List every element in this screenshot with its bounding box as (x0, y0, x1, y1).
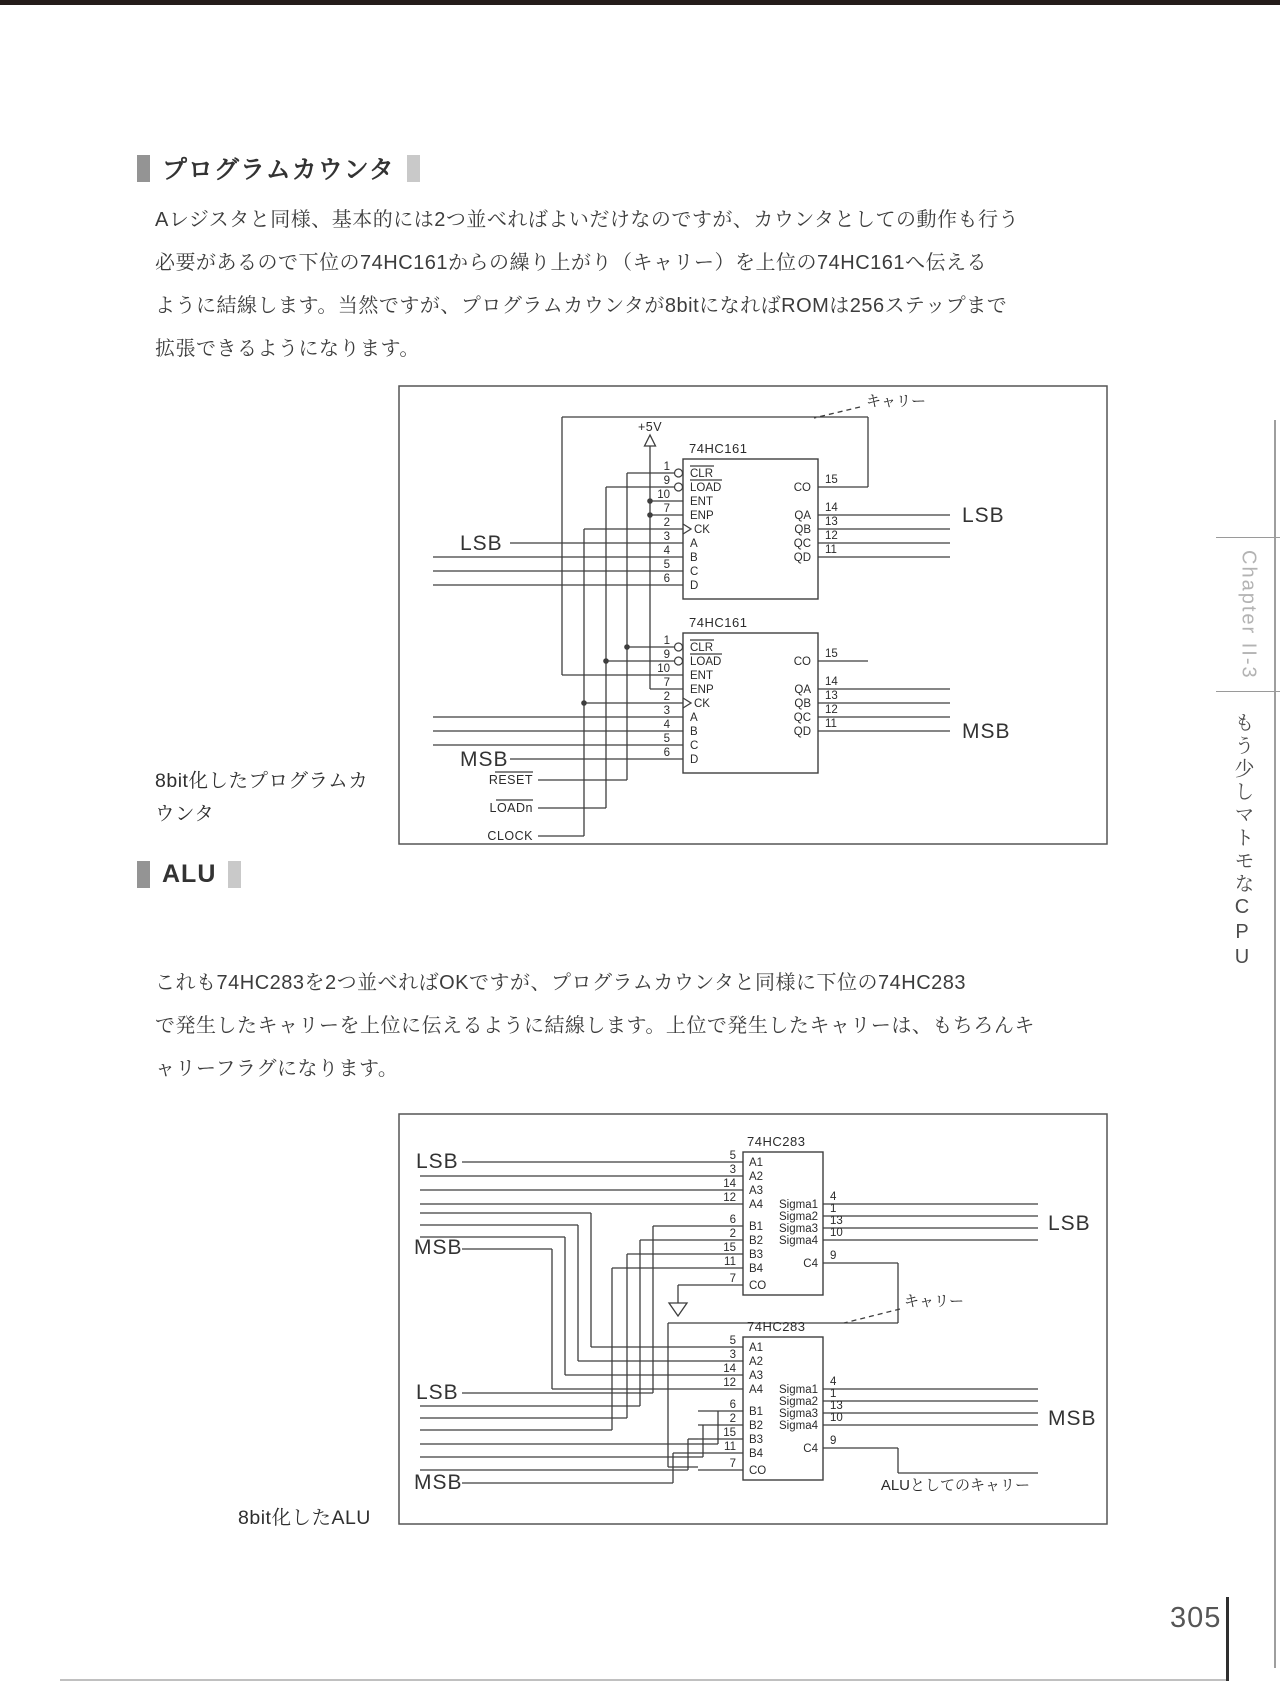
pin-number: 6 (729, 1214, 736, 1226)
pin-label: B1 (749, 1221, 764, 1233)
pin-label: CK (694, 524, 710, 536)
pin-number: 15 (825, 648, 838, 660)
pin-label: B (690, 726, 698, 738)
pin-label: LOAD (690, 656, 722, 668)
pin-number: 1 (830, 1203, 837, 1215)
pin-label: A2 (749, 1356, 764, 1368)
pin-label: Sigma2 (779, 1211, 818, 1223)
pin-number: 1 (830, 1388, 837, 1400)
paragraph-line: ャリーフラグになります。 (155, 1058, 399, 1080)
pin-number: 9 (663, 649, 670, 661)
pin-number: 13 (825, 690, 838, 702)
pin-number: 3 (663, 531, 670, 543)
pin-number: 4 (663, 545, 670, 557)
pin-number: 2 (729, 1228, 736, 1240)
pin-number: 10 (830, 1412, 843, 1424)
pin-label: QD (793, 552, 811, 564)
pin-label: B4 (749, 1448, 764, 1460)
reset-label: RESET (488, 773, 533, 787)
alu-caption (238, 1502, 371, 1535)
pin-number: 6 (729, 1399, 736, 1411)
pin-label: Sigma4 (779, 1235, 818, 1247)
pin-number: 2 (663, 691, 670, 703)
chip-title: 74HC283 (747, 1134, 806, 1149)
msb-in-label: MSB (460, 748, 509, 771)
pin-number: 11 (825, 544, 837, 556)
pin-label: C4 (803, 1258, 818, 1270)
ic-74hc283-high (698, 1319, 1038, 1480)
pin-number: 7 (663, 503, 670, 515)
pin-number: 2 (729, 1413, 736, 1425)
pin-label: QC (793, 538, 811, 550)
loadn-label: LOADn (489, 801, 533, 815)
alu-schematic (398, 1113, 1108, 1525)
carry-label: キャリー (866, 393, 927, 410)
pin-number: 7 (729, 1273, 736, 1285)
pin-number: 10 (657, 489, 670, 501)
pin-number: 15 (825, 474, 838, 486)
pin-label: QA (794, 510, 811, 522)
page-bottom-edge (60, 1679, 1228, 1681)
caption-line: 8bit化したALU (238, 1507, 371, 1529)
alu-heading (137, 860, 241, 889)
pin-number: 15 (723, 1242, 736, 1254)
pin-number: 14 (825, 676, 838, 688)
pin-label: Sigma3 (779, 1223, 818, 1235)
pin-number: 10 (657, 663, 670, 675)
pin-number: 12 (825, 704, 838, 716)
lsb-in-label: LSB (460, 532, 503, 555)
pin-number: 5 (663, 733, 670, 745)
pin-label: A (690, 538, 698, 550)
pin-number: 2 (663, 517, 670, 529)
pin-number: 11 (825, 718, 837, 730)
pin-label: CO (793, 656, 811, 668)
paragraph-line: で発生したキャリーを上位に伝えるように結線します。上位で発生したキャリーは、もちろんキ (155, 1015, 1035, 1037)
alu-heading-text: ALU (162, 860, 217, 888)
pin-number: 11 (724, 1441, 736, 1453)
pin-label: CO (749, 1280, 767, 1292)
pc-heading (137, 150, 420, 186)
pin-number: 14 (825, 502, 838, 514)
pin-label: CLR (690, 468, 714, 480)
ground-arrow-icon (669, 1303, 687, 1316)
pin-number: 12 (723, 1377, 736, 1389)
pin-number: 9 (663, 475, 670, 487)
msb-out-label: MSB (962, 720, 1011, 743)
pin-label: Sigma4 (779, 1420, 818, 1432)
pin-label: B1 (749, 1406, 764, 1418)
pin-label: B2 (749, 1420, 764, 1432)
pin-number: 11 (724, 1256, 736, 1268)
pin-label: D (690, 580, 699, 592)
pin-label: Sigma2 (779, 1396, 818, 1408)
pin-number: 9 (830, 1435, 837, 1447)
msb-out-label: MSB (1048, 1407, 1097, 1430)
ic-74hc161-high (584, 615, 950, 773)
pin-label: A1 (749, 1342, 764, 1354)
pin-label: QB (794, 524, 811, 536)
pin-label: Sigma3 (779, 1408, 818, 1420)
ic-74hc161-low (584, 441, 950, 599)
paragraph-line: ように結線します。当然ですが、プログラムカウンタが8bitになればROMは256ステップまで (155, 295, 1008, 317)
alu-carry-label: ALUとしてのキャリー (880, 1477, 1030, 1494)
chip-title: 74HC161 (689, 441, 748, 456)
paragraph-line: 必要があるので下位の74HC161からの繰り上がり（キャリー）を上位の74HC161へ伝える (155, 252, 988, 274)
chip-title: 74HC283 (747, 1319, 806, 1334)
pin-label: QC (793, 712, 811, 724)
pin-number: 13 (825, 516, 838, 528)
pin-label: B3 (749, 1434, 764, 1446)
pin-number: 3 (729, 1164, 736, 1176)
pin-number: 10 (830, 1227, 843, 1239)
caption-line: 8bit化したプログラムカ (155, 770, 369, 792)
lsb-b-label: LSB (416, 1381, 459, 1404)
pin-label: QB (794, 698, 811, 710)
msb-b-label: MSB (414, 1471, 463, 1494)
pin-number: 14 (723, 1363, 736, 1375)
caption-line: ウンタ (155, 803, 215, 825)
chapter-label: Chapter II-3 (1237, 549, 1260, 680)
lsb-a-label: LSB (416, 1150, 459, 1173)
pin-label: CO (793, 482, 811, 494)
paragraph-line: 拡張できるようになります。 (155, 338, 420, 360)
pin-label: B (690, 552, 698, 564)
pin-number: 3 (663, 705, 670, 717)
pc-paragraph (155, 199, 1019, 371)
pin-number: 7 (729, 1458, 736, 1470)
alu-paragraph (155, 962, 1035, 1091)
page-top-edge (0, 0, 1280, 5)
pin-label: D (690, 754, 699, 766)
pin-label: QD (793, 726, 811, 738)
page-corner-mark (1226, 1597, 1229, 1681)
pin-label: A1 (749, 1157, 764, 1169)
pin-label: LOAD (690, 482, 722, 494)
chip-title: 74HC161 (689, 615, 748, 630)
pin-number: 13 (830, 1215, 843, 1227)
pin-label: Sigma1 (779, 1199, 818, 1211)
pin-label: CLR (690, 642, 714, 654)
pin-number: 14 (723, 1178, 736, 1190)
pin-label: A (690, 712, 698, 724)
pin-label: A3 (749, 1370, 764, 1382)
pin-label: ENP (690, 510, 714, 522)
pin-number: 6 (663, 747, 670, 759)
pin-number: 5 (729, 1150, 736, 1162)
pin-label: CO (749, 1465, 767, 1477)
heading-bar-right (228, 861, 241, 888)
pin-number: 5 (729, 1335, 736, 1347)
paragraph-line: これも74HC283を2つ並べればOKですが、プログラムカウンタと同様に下位の74HC283 (155, 972, 967, 994)
pin-label: C (690, 566, 699, 578)
ic-74hc283-low (698, 1134, 1038, 1295)
pin-label: B3 (749, 1249, 764, 1261)
pin-label: ENP (690, 684, 714, 696)
pin-number: 9 (830, 1250, 837, 1262)
pin-number: 3 (729, 1349, 736, 1361)
lsb-out-label: LSB (962, 504, 1005, 527)
pin-label: C4 (803, 1443, 818, 1455)
section-title-vertical: もう少しマトモなCPU (1231, 712, 1253, 971)
pin-label: QA (794, 684, 811, 696)
pin-label: A4 (749, 1384, 764, 1396)
pin-number: 1 (663, 635, 670, 647)
heading-bar-left (137, 861, 150, 888)
pin-label: ENT (690, 496, 713, 508)
clock-label: CLOCK (487, 829, 533, 843)
pin-number: 12 (825, 530, 838, 542)
pin-number: 7 (663, 677, 670, 689)
power-label: +5V (637, 420, 663, 434)
pin-label: A2 (749, 1171, 764, 1183)
page-number: 305 (1170, 1602, 1222, 1634)
pin-label: B2 (749, 1235, 764, 1247)
heading-bar-right (407, 155, 420, 182)
power-arrow-icon (645, 435, 656, 446)
pin-label: C (690, 740, 699, 752)
pc-heading-text: プログラムカウンタ (162, 156, 395, 184)
heading-bar-left (137, 155, 150, 182)
pin-number: 4 (830, 1191, 837, 1203)
pin-number: 15 (723, 1427, 736, 1439)
pin-label: Sigma1 (779, 1384, 818, 1396)
pin-number: 12 (723, 1192, 736, 1204)
pin-number: 13 (830, 1400, 843, 1412)
chapter-tab (1216, 537, 1280, 692)
pin-label: ENT (690, 670, 713, 682)
pin-label: CK (694, 698, 710, 710)
paragraph-line: Aレジスタと同様、基本的には2つ並べればよいだけなのですが、カウンタとしての動作も行う (155, 209, 1020, 231)
carry-label: キャリー (904, 1293, 965, 1310)
pin-label: B4 (749, 1263, 764, 1275)
pc-caption (155, 765, 368, 831)
pin-number: 1 (663, 461, 670, 473)
lsb-out-label: LSB (1048, 1212, 1091, 1235)
pin-number: 5 (663, 559, 670, 571)
pin-number: 4 (830, 1376, 837, 1388)
msb-a-label: MSB (414, 1236, 463, 1259)
pc-schematic (398, 385, 1108, 845)
pin-label: A3 (749, 1185, 764, 1197)
pin-number: 4 (663, 719, 670, 731)
pin-number: 6 (663, 573, 670, 585)
pin-label: A4 (749, 1199, 764, 1211)
